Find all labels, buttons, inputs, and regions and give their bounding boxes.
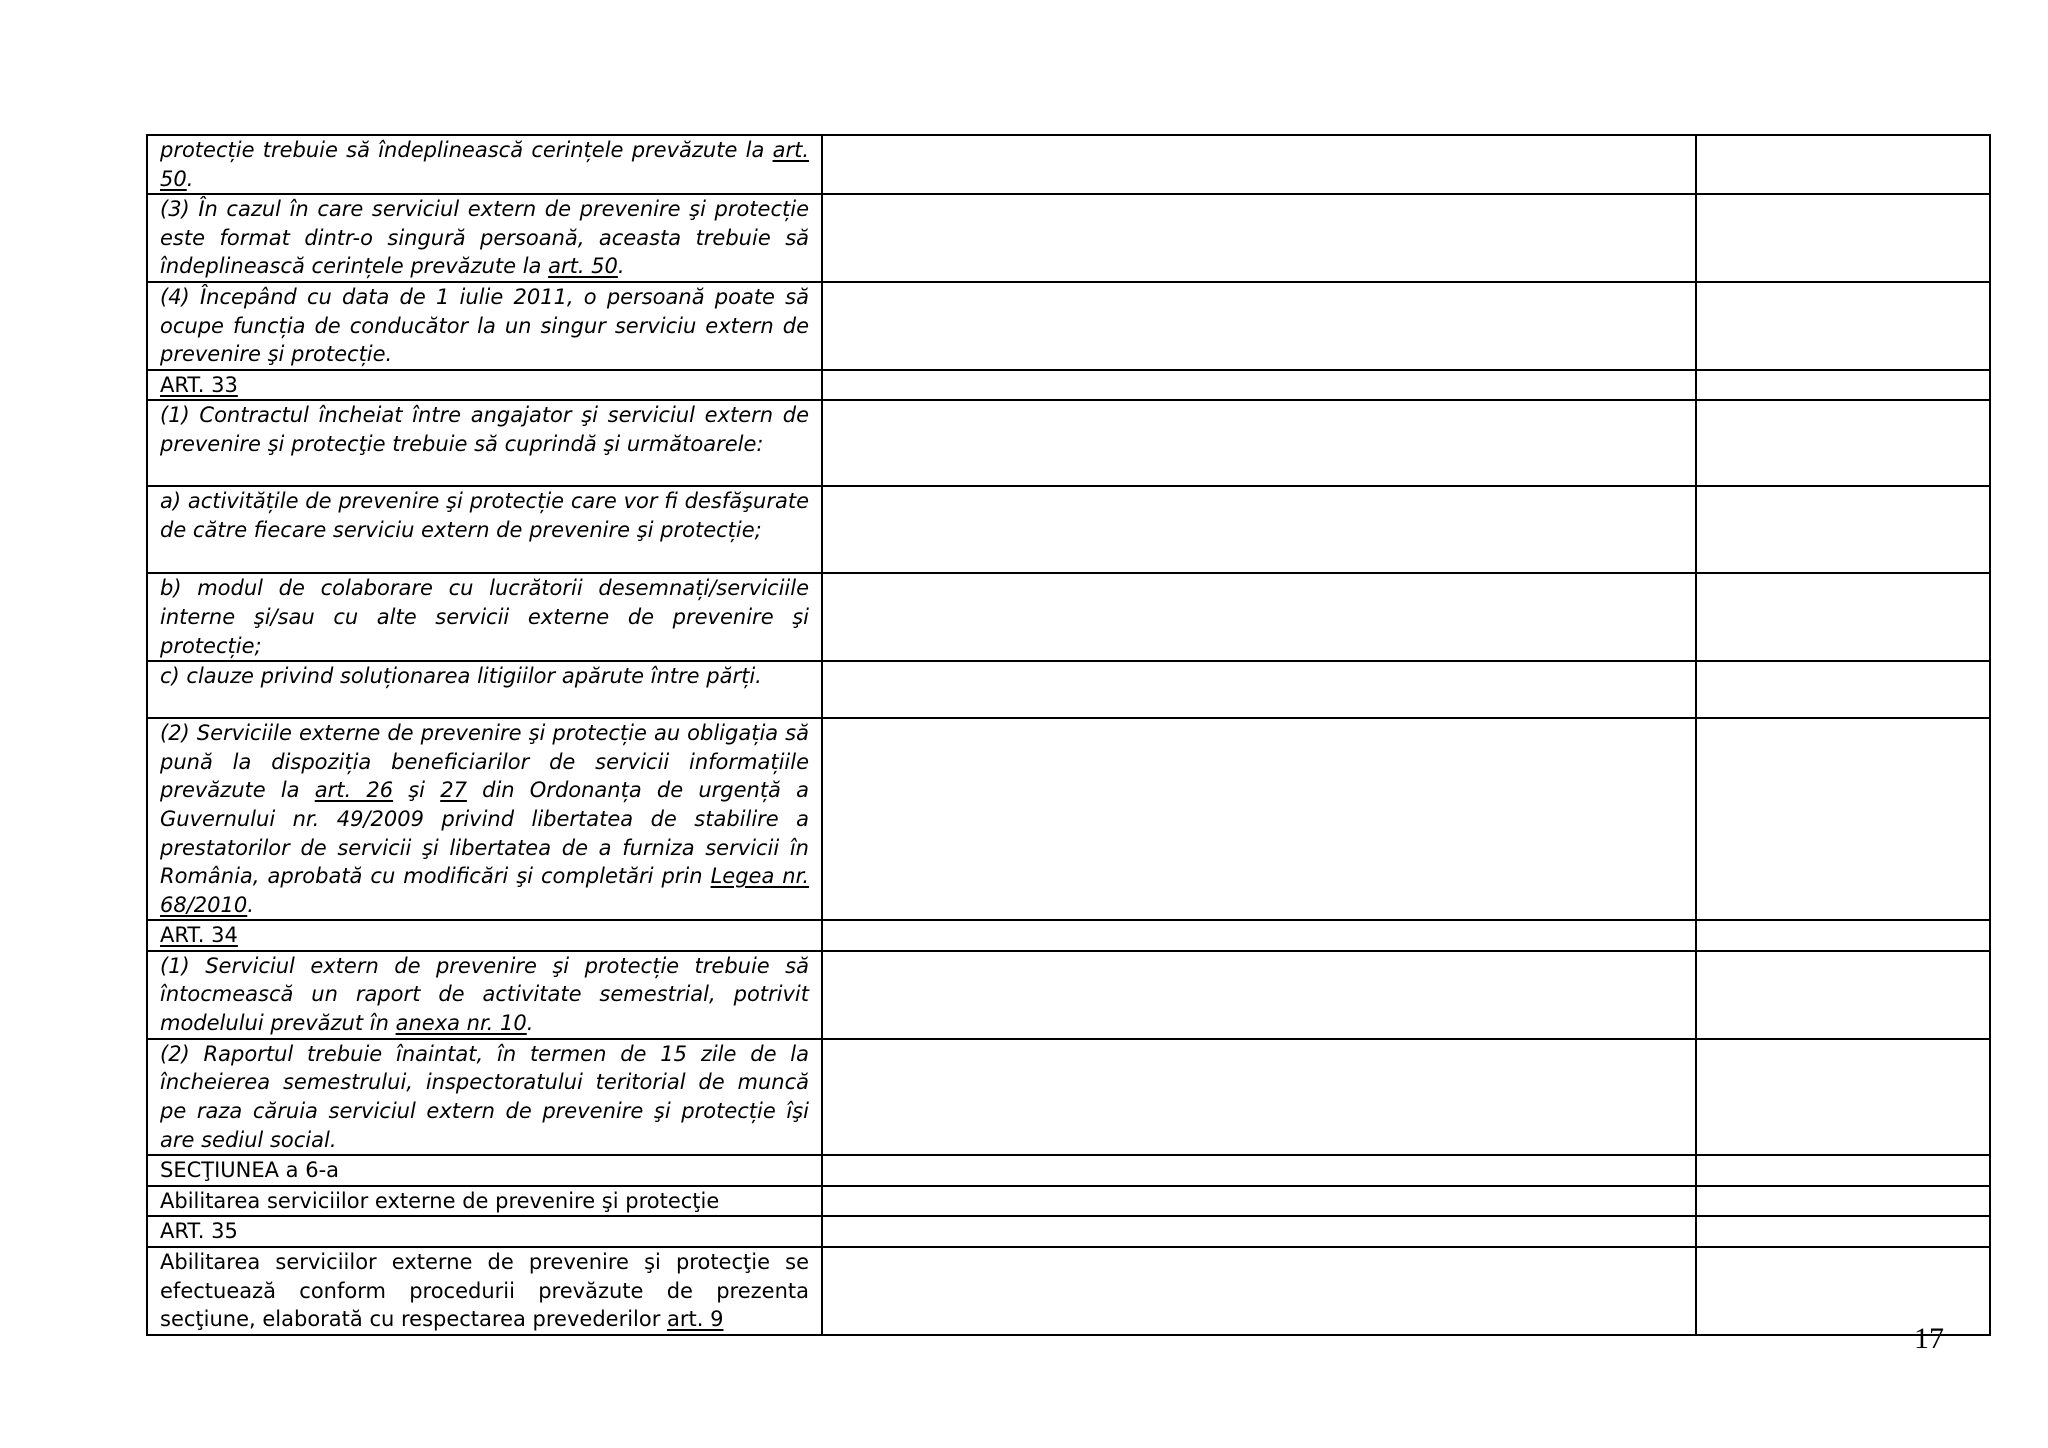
table-row [147,661,1990,718]
legal-text-cell [147,951,822,1039]
legal-text-cell [147,1186,822,1217]
text-fragment: . [526,1011,534,1036]
text-fragment: ART. 35 [160,1219,238,1244]
table-row [147,135,1990,194]
empty-cell [1696,1186,1990,1217]
legal-reference-link[interactable]: anexa nr. 10 [395,1011,527,1036]
empty-cell [822,920,1696,951]
legal-reference-link[interactable]: art. 9 [667,1307,724,1332]
legal-reference-link[interactable]: art. 26 [314,778,394,803]
table-row [147,951,1990,1039]
table-row [147,573,1990,661]
empty-cell [822,486,1696,573]
empty-cell [822,282,1696,370]
empty-cell [822,1155,1696,1186]
legal-text-cell [147,370,822,401]
empty-cell [1696,400,1990,486]
empty-cell [1696,1216,1990,1247]
empty-cell [822,135,1696,194]
empty-cell [1696,486,1990,573]
legal-reference-link[interactable]: Legea nr. 68/2010 [160,864,810,917]
table-row [147,920,1990,951]
empty-cell [822,718,1696,920]
text-fragment: protecție trebuie să îndeplinească cerințele prevăzute la [160,138,773,162]
empty-cell [1696,135,1990,194]
page-number: 17 [1914,1322,1944,1355]
empty-cell [822,661,1696,718]
text-fragment: (2) Serviciile externe de prevenire şi protecție au obligația să pună la dispoziția beneficiarilor de servicii informațiile prevăzute la [160,721,809,803]
empty-cell [822,400,1696,486]
text-fragment: (1) Serviciul extern de prevenire şi protecție trebuie să întocmească un raport de activitate semestrial, potrivit modelului prevăzut în [160,953,809,1036]
text-fragment: Abilitarea serviciilor externe de prevenire şi protecţie [160,1188,720,1213]
legal-reference-link[interactable]: ART. 34 [160,923,238,948]
empty-cell [822,1216,1696,1247]
legal-reference-link[interactable]: ART. 33 [160,372,238,397]
empty-cell [822,194,1696,282]
legal-text-cell [147,1216,822,1247]
table-row [147,1039,1990,1155]
legal-text-cell [147,661,822,718]
empty-cell [1696,282,1990,370]
legal-text-cell [147,486,822,573]
empty-cell [1696,1039,1990,1155]
text-fragment: . [617,254,625,279]
legal-text-cell [147,1247,822,1335]
text-fragment: SECŢIUNEA a 6-a [160,1158,340,1183]
text-fragment: b) modul de colaborare cu lucrătorii desemnați/serviciile interne şi/sau cu alte servicii externe de prevenire şi protecție; [160,576,809,658]
legal-text-cell [147,920,822,951]
text-fragment: . [247,892,254,917]
text-fragment: din Ordonanța de urgență a Guvernului nr. 49/2009 privind libertatea de stabilire a prestatorilor de servicii şi libertatea de a furniza servicii în România, aprobată cu modificări şi completări prin [160,778,809,889]
text-fragment: c) clauze privind soluționarea litigiilor apărute între părți. [160,664,762,689]
text-fragment: (4) Începând cu data de 1 iulie 2011, o persoană poate să ocupe funcția de conducător la un singur serviciu extern de prevenire şi protecție. [160,284,809,367]
table-row [147,370,1990,401]
table-row [147,1186,1990,1217]
legal-text-cell [147,1039,822,1155]
empty-cell [822,370,1696,401]
empty-cell [822,1247,1696,1335]
legal-reference-link[interactable]: 27 [440,778,467,803]
empty-cell [1696,1155,1990,1186]
comparison-table [146,134,1991,1336]
empty-cell [1696,951,1990,1039]
empty-cell [1696,718,1990,920]
table-row [147,194,1990,282]
text-fragment: (3) În cazul în care serviciul extern de prevenire şi protecție este format dintr-o singură persoană, aceasta trebuie să îndeplinească cerințele prevăzute la [160,197,809,279]
table-row [147,1155,1990,1186]
text-fragment: a) activitățile de prevenire şi protecție care vor fi desfăşurate de către fiecare serviciu extern de prevenire şi protecție; [160,489,809,542]
empty-cell [1696,920,1990,951]
text-fragment: Abilitarea serviciilor externe de prevenire şi protecţie se efectuează conform procedurii prevăzute de prezenta secţiune, elaborată cu respectarea prevederilor [160,1250,809,1332]
empty-cell [1696,661,1990,718]
legal-reference-link[interactable]: art. 50 [160,138,809,191]
legal-text-cell [147,1155,822,1186]
legal-reference-link[interactable]: art. 50 [548,254,618,279]
text-fragment: şi [393,778,441,803]
legal-text-cell [147,282,822,370]
table-row [147,718,1990,920]
empty-cell [1696,573,1990,661]
table-row [147,282,1990,370]
legal-text-cell [147,718,822,920]
empty-cell [822,951,1696,1039]
text-fragment: (2) Raportul trebuie înaintat, în termen de 15 zile de la încheierea semestrului, inspectoratului teritorial de muncă pe raza căruia serviciul extern de prevenire şi protecție îşi are sediul social. [160,1041,809,1152]
table-row [147,486,1990,573]
empty-cell [1696,370,1990,401]
table-row [147,1216,1990,1247]
legal-text-cell [147,573,822,661]
legal-text-cell [147,400,822,486]
legal-text-cell [147,194,822,282]
text-fragment: . [186,166,194,191]
table-body [147,135,1990,1335]
empty-cell [822,1039,1696,1155]
empty-cell [822,1186,1696,1217]
empty-cell [1696,1247,1990,1335]
table-row [147,400,1990,486]
legal-text-cell [147,135,822,194]
empty-cell [822,573,1696,661]
text-fragment: (1) Contractul încheiat între angajator şi serviciul extern de prevenire şi protecţie trebuie să cuprindă şi următoarele: [160,403,809,456]
empty-cell [1696,194,1990,282]
table-row [147,1247,1990,1335]
